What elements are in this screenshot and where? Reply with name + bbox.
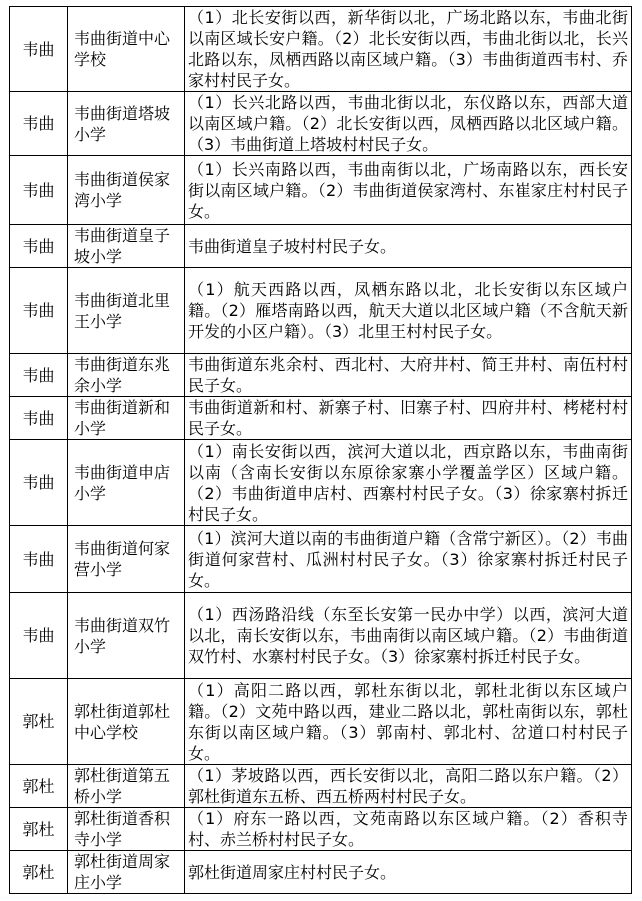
enrollment-area-cell: （1）长兴北路以西，韦曲北街以北，东仪路以东，西部大道以南区域户籍。（2）北长安街以西，凤栖西路以北区域户籍。（3）韦曲街道上塔坡村村民子女。 — [185, 92, 632, 156]
school-name-cell: 韦曲街道塔坡小学 — [68, 92, 185, 156]
table-row — [10, 526, 632, 593]
enrollment-area-cell: （1）北长安街以西，新华街以北，广场北路以东，韦曲北街以南区域长安户籍。（2）北长安街以西，韦曲北街以北，长兴北路以东，凤栖西路以南区域户籍。（3）韦曲街道西韦村、乔家村村民子女。 — [185, 7, 632, 92]
school-name-cell: 郭杜街道周家庄小学 — [68, 851, 185, 894]
table-row — [10, 7, 632, 92]
school-name-cell: 韦曲街道中心学校 — [68, 7, 185, 92]
enrollment-area-cell: （1）南长安街以西，滨河大道以北，西京路以东，韦曲南街以南（含南长安街以东原徐家寨小学覆盖学区）区域户籍。（2）韦曲街道申店村、西寨村村民子女。（3）徐家寨村拆迁村民子女。 — [185, 440, 632, 526]
table-row — [10, 268, 632, 354]
enrollment-area-cell: （1）航天西路以西，凤栖东路以北，北长安街以东区域户籍。（2）雁塔南路以西，航天大道以北区域户籍（不含航天新开发的小区户籍）。（3）北里王村村民子女。 — [185, 268, 632, 354]
school-name-cell: 韦曲街道何家营小学 — [68, 526, 185, 593]
school-name-cell: 韦曲街道皇子坡小学 — [68, 225, 185, 268]
table-row — [10, 593, 632, 679]
enrollment-area-cell: （1）长兴南路以西，韦曲南街以北，广场南路以东，西长安街以南区域户籍。（2）韦曲街道侯家湾村、东崔家庄村村民子女。 — [185, 156, 632, 225]
school-name-cell: 郭杜街道香积寺小学 — [68, 808, 185, 851]
district-cell: 韦曲 — [10, 225, 68, 268]
district-cell: 韦曲 — [10, 440, 68, 526]
school-name-cell: 韦曲街道侯家湾小学 — [68, 156, 185, 225]
table-row — [10, 354, 632, 397]
table-row — [10, 808, 632, 851]
district-cell: 韦曲 — [10, 92, 68, 156]
table-row — [10, 765, 632, 808]
enrollment-area-cell: （1）西汤路沿线（东至长安第一民办中学）以西，滨河大道以北，南长安街以东，韦曲南街以南区域户籍。（2）韦曲街道双竹村、水寨村村民子女。（3）徐家寨村拆迁村民子女。 — [185, 593, 632, 679]
school-name-cell: 韦曲街道双竹小学 — [68, 593, 185, 679]
table-row — [10, 440, 632, 526]
enrollment-area-cell: （1）茅坡路以西，西长安街以北，高阳二路以东户籍。（2）郭杜街道东五桥、西五桥两村村民子女。 — [185, 765, 632, 808]
district-cell: 韦曲 — [10, 526, 68, 593]
school-district-table — [9, 6, 632, 894]
enrollment-area-cell: 郭杜街道周家庄村村民子女。 — [185, 851, 632, 894]
school-name-cell: 韦曲街道申店小学 — [68, 440, 185, 526]
district-cell: 郭杜 — [10, 679, 68, 765]
district-cell: 韦曲 — [10, 593, 68, 679]
table-row — [10, 92, 632, 156]
enrollment-area-cell: 韦曲街道皇子坡村村民子女。 — [185, 225, 632, 268]
district-cell: 韦曲 — [10, 156, 68, 225]
enrollment-area-cell: （1）滨河大道以南的韦曲街道户籍（含常宁新区）。（2）韦曲街道何家营村、瓜洲村村民子女。（3）徐家寨村拆迁村民子女。 — [185, 526, 632, 593]
district-cell: 韦曲 — [10, 268, 68, 354]
table-row — [10, 397, 632, 440]
enrollment-area-cell: 韦曲街道东兆余村、西北村、大府井村、简王井村、南伍村村民子女。 — [185, 354, 632, 397]
district-cell: 韦曲 — [10, 354, 68, 397]
district-cell: 韦曲 — [10, 397, 68, 440]
enrollment-area-cell: 韦曲街道新和村、新寨子村、旧寨子村、四府井村、栲栳村村民子女。 — [185, 397, 632, 440]
table-row — [10, 225, 632, 268]
table-row — [10, 156, 632, 225]
table-row — [10, 679, 632, 765]
school-name-cell: 郭杜街道郭杜中心学校 — [68, 679, 185, 765]
district-cell: 郭杜 — [10, 765, 68, 808]
school-name-cell: 韦曲街道新和小学 — [68, 397, 185, 440]
district-cell: 郭杜 — [10, 808, 68, 851]
district-cell: 韦曲 — [10, 7, 68, 92]
enrollment-area-cell: （1）高阳二路以西，郭杜东街以北，郭杜北街以东区域户籍。（2）文苑中路以西，建业二路以北，郭杜南街以东，郭杜东街以南区域户籍。（3）郭南村、郭北村、岔道口村村民子女。 — [185, 679, 632, 765]
district-cell: 郭杜 — [10, 851, 68, 894]
school-name-cell: 韦曲街道北里王小学 — [68, 268, 185, 354]
school-name-cell: 韦曲街道东兆余小学 — [68, 354, 185, 397]
enrollment-area-cell: （1）府东一路以西，文苑南路以东区域户籍。（2）香积寺村、赤兰桥村村民子女。 — [185, 808, 632, 851]
table-row — [10, 851, 632, 894]
school-name-cell: 郭杜街道第五桥小学 — [68, 765, 185, 808]
